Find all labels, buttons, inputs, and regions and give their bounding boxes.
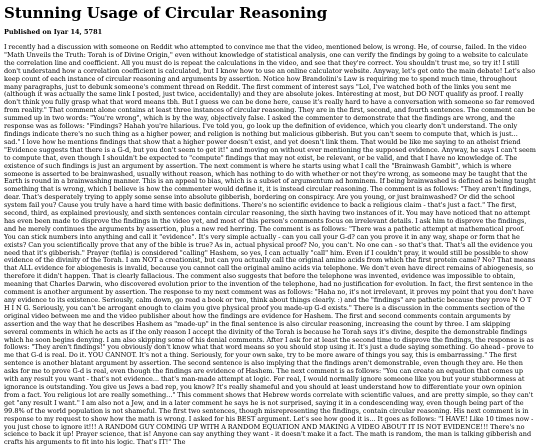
article-body: I recently had a discussion with someone on Reddit who attempted to convince me that the video, mentioned below, is wrong. He, of course, failed. In the video "Math Unveils the Truth: Torah is of Divine Origin," even without knowledge of statistical analysis, one can verify the findings by going to a website to calculate the correlation line and coefficient. All you must do is repeat the calculations in the video, and see that they're correct. You shouldn't trust me, so try it! I still don't understand how a correlation coefficient is calculated, but I know how to use an online calculator website. Anyway, let's get onto the main debate! Let's also keep count of each instance of circular reasoning and arguments by assertion. Notice how Brandolini's Law is requiring me to spend much time, throughout many paragraphs, just to debunk someone's comment thread on Reddit. The first comment of interest says "Lol, I've watched both of the links you sent me (although it was actually the same link I posted, just twice, accidentally) and they are absolute jokes. Interesting at most, but DO NOT qualify as proof. I really don't think you fully grasp what that word means tbh. But I guess we can be done here, cause it's really hard to have a conversation with someone so far removed from reality." That comment alone contains at least three instances of circular reasoning. They are in the first, second, and fourth sentences. The comment can be summed up in two words: "You're wrong", which is by the way, objectively false. I asked the commenter to demonstrate that the findings are wrong, and the response was as follows: "Findings? Hahah you're hilarious. I've told you, go look up the definition of evidence, which you clearly don't understand. The only findings indicate there's no such thing as a higher power, and religion is nothing but malicious gibberish. But you can't seem to compute that, which is just... sad." I love how he mentions findings that show that a higher power doesn't exist, and yet doesn't link them. That would be like me saying to an atheist friend "Evidence suggests that there is a G-d, but you don't seem to get it!" and moving on without ever mentioning the supposed evidence. Anyway, he says I can't seem to compute that, even though I shouldn't be expected to "compute" findings that may not exist, be relevant, or be valid, and that I have no knowledge of. The existence of such findings is just an argument by assertion. The next comment is where he starts using what I call the "Brainwash Gambit", which is where someone is asserted to be brainwashed, usually without reason, which has nothing to do with whether or not they're wrong, as someone may be taught that the Earth is round in a brainwashing manner. This is an appeal to bias, which is a subset of argumentum ad hominem. If being brainwashed is defined as being taught something that is wrong, which I believe is how the commenter would define it, it is instead circular reasoning. The comment is as follows: "They aren't findings, dear. That's desperately trying to apply some sense into absolute gibberish, bordering on conspiracy. Are you young, or just brainwashed? Or did the school system fail you? Cause you truly have a hard time with basic definitions. There's no scientific evidence to back a religious claim - that's just a fact." The first, second, third, as explained previously, and sixth sentences contain circular reasoning, the sixth having two instances of it. You may have noticed that no attempt has even been made to disprove the findings in the video yet, and most of this person's comments focus on irrelevant details. I ask him to disprove the findings, and he merely continues the arguments by assertion, plus a new red herring. The comment is as follows: "There was a pathetic attempt at mathematical proof. You can stick numbers into anything and call it "evidence". It's very simple actually - can you call your G-d? can you prove it in any way, shape or form that he exists? Can you scientifically prove that any of the bible is true? As in, actual physical proof? No, you can't. No one can - so that's that. That's all the evidence you need that it's gibberish." Prayer (tefila) is considered "calling" Hashem, so yes, I can actually "call" him. Even if I couldn't pray, it would still be possible to show evidence of the divinity of the Torah. I am NOT a creationist, but can you actually call the original amino acids from which the first protein came? No? That means that ALL evidence for abiogenesis is invalid, because you cannot call the original amino acids via telephone. We don't even have direct remains of abiogenesis, so therefore it didn't happen. That is clearly fallacious. The comment also suggests that before the telephone was invented, evidence was impossible to obtain, meaning that Charles Darwin, who discovered evolution prior to the invention of the telephone, had no justification for evolution. In fact, the first sentence in the comment is another argument by assertion. The response to my next comment was as follows: "Haha no, it's not irrelevant, it proves my point that you don't have any evidence to its existence. Seriously, calm down, go read a book or two, think about things clearly. :) and the "findings" are pathetic because they prove N O T H I N G. Seriously, you can't be arrogant enough to claim you give physical proof you made-up G-d exists." There is a discussion in the comments section of the original video between me and the video publisher about how the findings are evidence for Hashem. The first and second comments contain arguments by assertion and the way that he describes Hashem as "made-up" in the final sentence is also circular reasoning, increasing the count by three. I am skipping several comments in which he acts as if the only reason I accept the divinity of the Torah is because he Torah says it's divine, despite the demonstrable findings which he soon begins denying. I am also skipping some of his denial comments. After I ask for at least the second time to disprove the findings, the response is as follows: "They aren't findings!" you obviously don't know what that word means so you should stop using it. It's just a dude saying something. Go ahead - prove to me that G-d is real. Do it. YOU CANNOT. It's not a thing. Seriously, for your own sake, try to be more aware of things you say, this is embarrassing." The first sentence is another blatant argument by assertion. The second sentence is also implying that the findings aren't demonstrable, even though they are. He then asks for me to prove G-d is real, even though the findings are evidence of Hashem. The next comment is as follows: "You can create an equation that comes up with any result you want - that's not evidence... that's man-made attempt at logic. For real, I would normally ignore someone like you but your stubbornness at ignorance is outstanding. You give us Jews a bad rep, you know? It's really shameful and you should at least understand how to differentiate your own opinion from a fact. You religious lot are really something..." This comment shows that Hebrew words correlate with scientific values, and are pretty simple, so they can't get "any result I want." I am also not a Jew, and in a later comment he says he is not surprised, saying it in a condescending way, even though being part of the 99.8% of the world population is not shameful. The first two sentences, though misrepresenting the findings, contain circular reasoning. His next comment is in response to my request to show how the math is wrong. I asked for his BEST argument. Let's see how good it is... It goes as follows: "I HAVE! Like 10 times now - you just chose to ignore it!!! A RANDOM GUY COMING UP WITH A RANDOM EQUATION AND MAKING A VIDEO ABOUT IT IS NOT EVIDENCE!!! There's no science to back it up! Prayer science, that is! Anyone can say anything they want - it doesn't make it a fact. The math is random, the man is talking gibberish and crafts his arguments to fit into his logic. That's IT!" The (4, 43, 536, 447)
published-date: Published on Iyar 14, 5781 (4, 28, 103, 36)
page-title: Stunning Usage of Circular Reasoning (4, 4, 328, 22)
